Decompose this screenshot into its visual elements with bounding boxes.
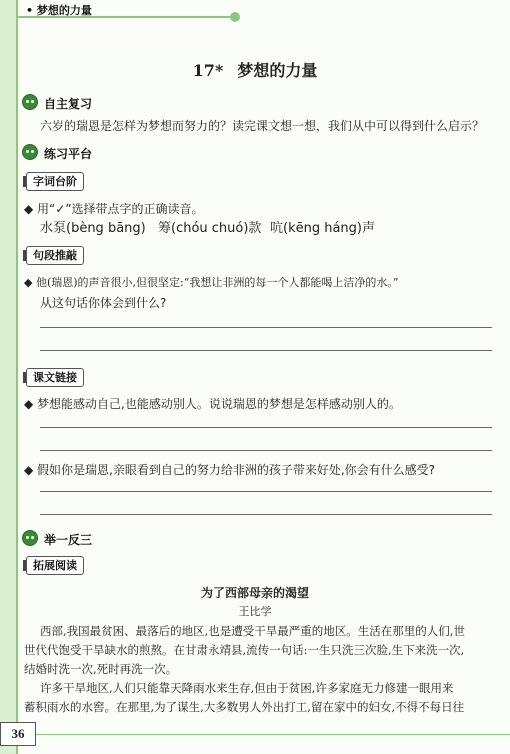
running-title: • 梦想的力量 <box>26 4 92 17</box>
article-line: 西部,我国最贫困、最落后的地区,也是遭受干旱最严重的地区。生活在那里的人们,世 <box>40 624 465 638</box>
review-question: 六岁的瑞恩是怎样为梦想而努力的？读完课文想一想，我们从中可以得到什么启示？ <box>40 119 485 133</box>
left-margin-line <box>16 0 18 754</box>
answer-line <box>40 327 492 328</box>
article-title: 为了西部母亲的渴望 <box>200 586 309 600</box>
tag-word-step: 字词台阶 <box>26 172 84 191</box>
top-rule-dot <box>230 12 240 22</box>
sentence-quote: ◆ 他(瑞恩)的声音很小,但很坚定:“我想让非洲的每一个人都能喝上洁净的水。” <box>24 276 399 289</box>
tag-text-link: 课文链接 <box>26 368 84 387</box>
article-body <box>24 622 465 717</box>
article-line: 结婚时洗一次,死时再洗一次。 <box>24 662 178 676</box>
article-line: 蓄积雨水的水窖。在那里,为了谋生,大多数男人外出打工,留在家中的妇女,不得不每日往 <box>24 700 465 714</box>
section-heading-practice: 练习平台 <box>44 147 93 161</box>
section-heading-extend: 举一反三 <box>44 533 93 547</box>
answer-line <box>40 427 492 428</box>
pinyin-item-1: 水泵(bèng bāng) <box>40 221 146 236</box>
section-heading-review: 自主复习 <box>44 97 93 111</box>
answer-line <box>40 450 492 451</box>
tag-sentence: 句段推敲 <box>26 246 84 265</box>
answer-line <box>40 491 492 492</box>
link-question-1: ◆ 梦想能感动自己,也能感动别人。说说瑞恩的梦想是怎样感动别人的。 <box>24 397 401 411</box>
section-bullet-icon <box>22 530 38 546</box>
answer-line <box>40 514 492 515</box>
lesson-title-text: 梦想的力量 <box>237 61 318 80</box>
sentence-prompt: 从这句话你体会到什么? <box>40 296 167 310</box>
left-margin-strip <box>0 0 16 754</box>
bottom-rule <box>34 734 510 735</box>
article-line: 世代代饱受干旱缺水的煎熬。在甘肃永靖县,流传一句话:一生只洗三次脸,生下来洗一次, <box>24 643 465 657</box>
article-author: 王比学 <box>238 605 272 618</box>
article-line: 许多干旱地区,人们只能靠天降雨水来生存,但由于贫困,许多家庭无力修建一眼用来 <box>40 681 454 695</box>
lesson-title <box>0 58 510 81</box>
word-instruction: ◆ 用“✓”选择带点字的正确读音。 <box>24 202 204 216</box>
section-bullet-icon <box>22 94 38 110</box>
link-question-2: ◆ 假如你是瑞恩,亲眼看到自己的努力给非洲的孩子带来好处,你会有什么感受? <box>24 463 436 477</box>
section-bullet-icon <box>22 144 38 160</box>
pinyin-item-2: 筹(chóu chuó)款 <box>158 221 262 236</box>
answer-line <box>40 350 492 351</box>
pinyin-item-3: 吭(kēng háng)声 <box>270 221 375 236</box>
page-number: 36 <box>0 722 36 746</box>
lesson-number: 17* <box>192 61 224 80</box>
tag-extended-reading: 拓展阅读 <box>26 556 84 575</box>
